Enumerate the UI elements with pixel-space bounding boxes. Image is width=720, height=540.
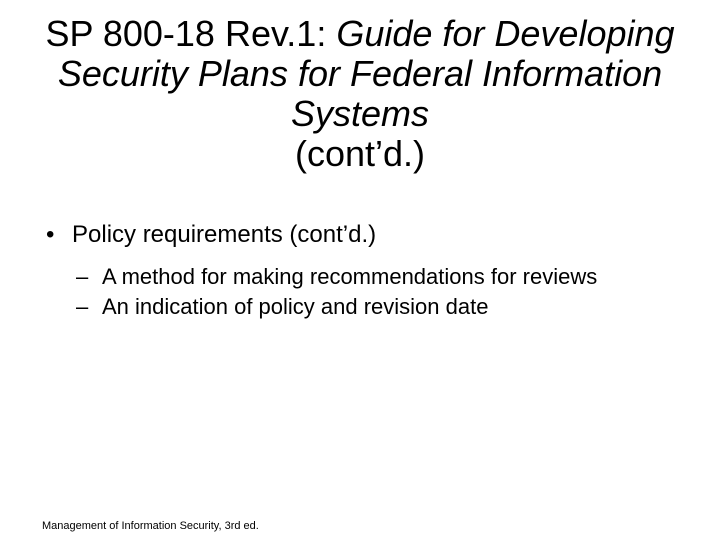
sub-bullet-marker: – [76, 294, 89, 319]
title-suffix: (cont’d.) [294, 133, 426, 174]
sub-bullet-marker: – [76, 264, 89, 289]
sub-bullet-item [76, 262, 676, 292]
bullet-text: Policy requirements (cont’d.) [72, 221, 377, 248]
bullet-marker: • [46, 221, 55, 248]
title-italic: Guide for Developing Security Plans for Federal Information Systems [57, 13, 675, 134]
title-normal: SP 800-18 Rev.1: [45, 13, 337, 54]
sub-bullet-text: A method for making recommendations for reviews [102, 264, 598, 289]
sub-bullet-item [76, 292, 676, 322]
bullet-item [46, 218, 686, 252]
sub-bullet-text: An indication of policy and revision date [102, 294, 489, 319]
slide-title [40, 14, 680, 174]
sub-bullet-list [76, 262, 676, 322]
slide-footer: Management of Information Security, 3rd ed. [42, 520, 259, 532]
